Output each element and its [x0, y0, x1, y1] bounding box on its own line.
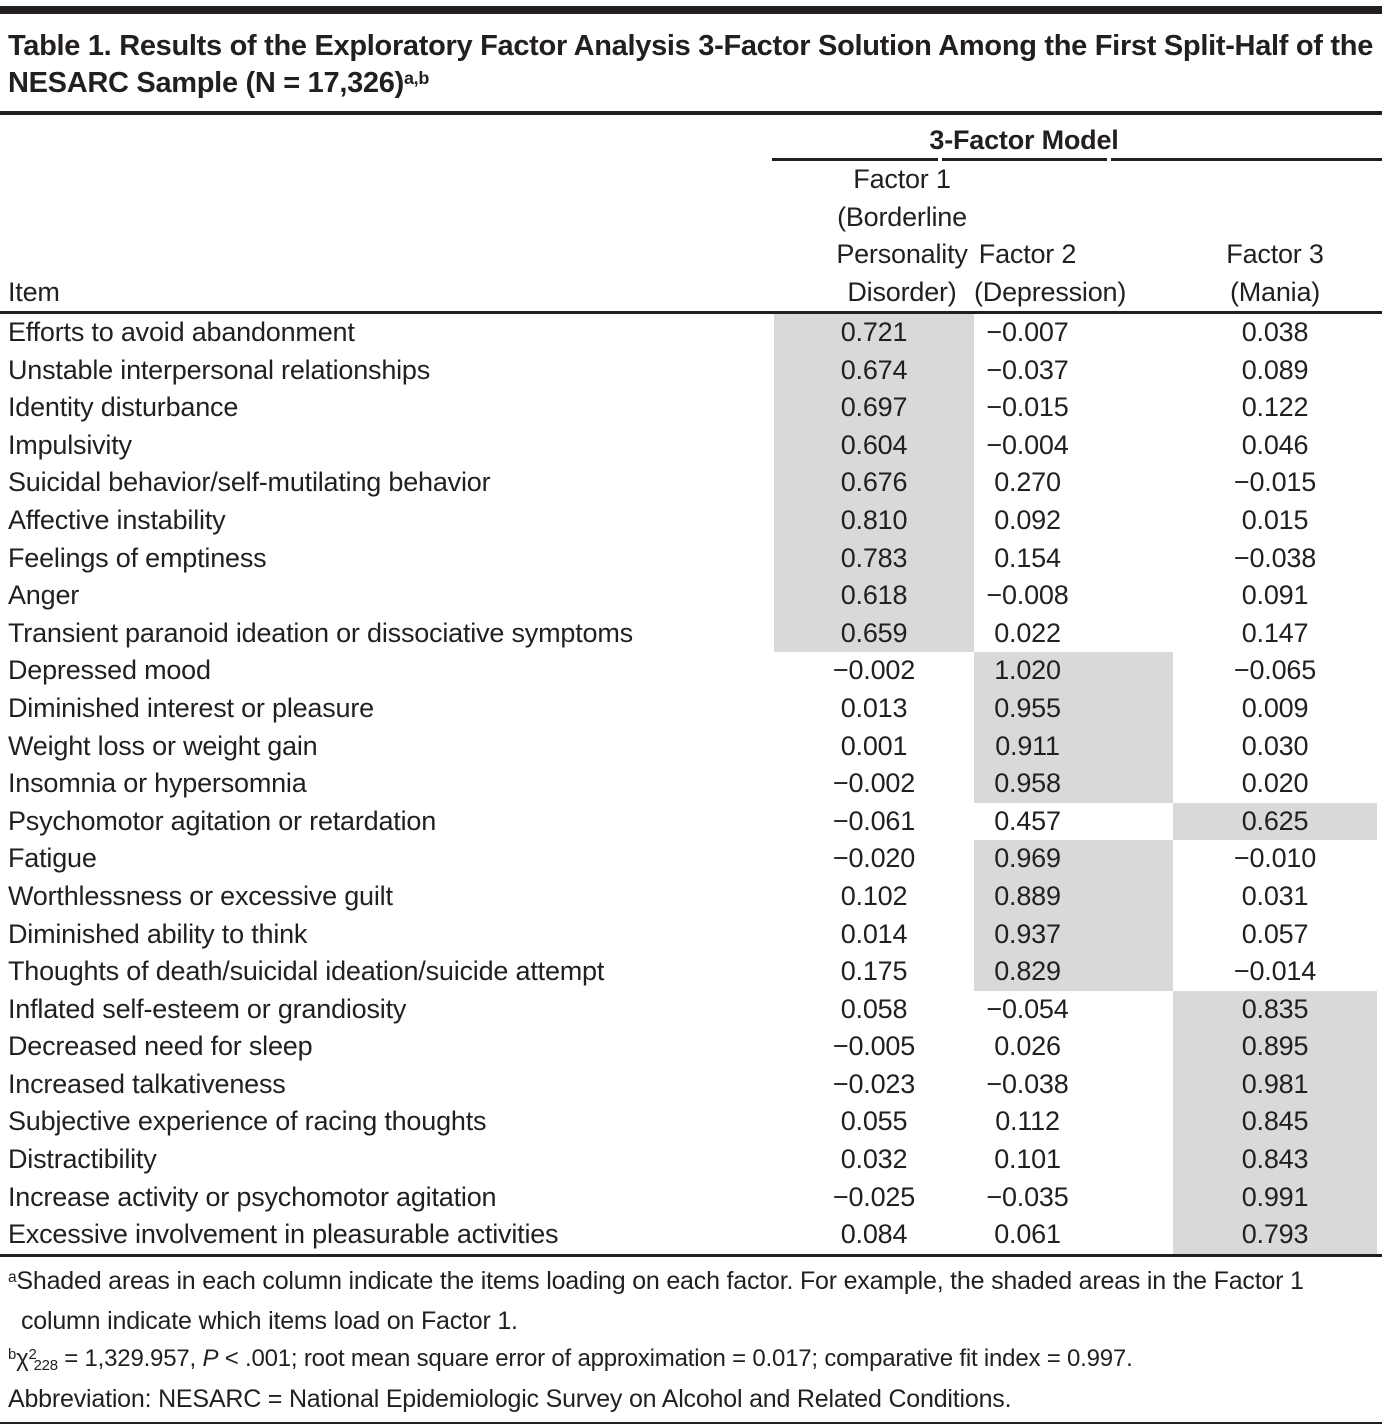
- factor-loading-f1: −0.023: [832, 1068, 916, 1099]
- factor-loading-f1: 0.084: [840, 1219, 908, 1250]
- factor2-column-header: [974, 236, 1173, 311]
- row-item-label: Affective instability: [8, 504, 226, 535]
- factor-loading-f3: −0.010: [1233, 843, 1317, 874]
- table-column-headers: [0, 161, 1382, 311]
- factor-loading-f3: 0.991: [1173, 1179, 1377, 1217]
- table-row: [0, 690, 1382, 728]
- factor3-header-line: Factor 3: [1226, 239, 1324, 269]
- factor-loading-f3: 0.031: [1241, 880, 1309, 911]
- factor-loading-f1: 0.604: [774, 427, 974, 465]
- table-row: [0, 464, 1382, 502]
- footnote-b: [0, 1340, 1382, 1381]
- table-row: [0, 652, 1382, 690]
- factor-loading-f1: 0.618: [774, 577, 974, 615]
- factor-loading-f2: −0.035: [986, 1181, 1069, 1212]
- factor-loading-f1: 0.014: [840, 918, 908, 949]
- row-item-label: Diminished interest or pleasure: [8, 692, 374, 723]
- footnote-a-text: Shaded areas in each column indicate the items loading on each factor. For example, the shaded areas in the Factor 1 column indicate which items load on Factor 1.: [16, 1266, 1304, 1335]
- table-row: [0, 1103, 1382, 1141]
- row-item-label: Increased talkativeness: [8, 1068, 286, 1099]
- factor-loading-f3: 0.843: [1173, 1141, 1377, 1179]
- row-item-label: Insomnia or hypersomnia: [8, 768, 307, 799]
- footnote-a: [0, 1263, 1382, 1340]
- factor-loading-f1: 0.001: [840, 730, 908, 761]
- factor-loading-f3: 0.895: [1173, 1028, 1377, 1066]
- row-item-label: Suicidal behavior/self-mutilating behavior: [8, 467, 491, 498]
- row-item-label: Anger: [8, 580, 80, 611]
- factor-loading-f1: −0.020: [832, 843, 916, 874]
- factor-loading-f1: −0.061: [832, 805, 916, 836]
- row-item-label: Diminished ability to think: [8, 918, 308, 949]
- table-row: [0, 540, 1382, 578]
- table-row: [0, 803, 1382, 841]
- row-item-label: Distractibility: [8, 1144, 157, 1175]
- chi-df-subscript: 228: [33, 1358, 58, 1374]
- factor-loading-f1: 0.674: [774, 352, 974, 390]
- table-row: [0, 615, 1382, 653]
- row-item-label: Excessive involvement in pleasurable activities: [8, 1219, 559, 1250]
- factor-loading-f3: 0.845: [1173, 1103, 1377, 1141]
- factor-loading-f1: 0.102: [840, 880, 908, 911]
- row-item-label: Weight loss or weight gain: [8, 730, 318, 761]
- factor1-header-line: Personality: [836, 239, 968, 269]
- factor-loading-f2: 0.112: [995, 1106, 1060, 1137]
- row-item-label: Worthlessness or excessive guilt: [8, 880, 393, 911]
- table-row: [0, 427, 1382, 465]
- factor-loading-f2: 0.270: [994, 467, 1061, 498]
- table-row: [0, 953, 1382, 991]
- table-title-text: Table 1. Results of the Exploratory Factor Analysis 3-Factor Solution Among the First Split-Half of the NESARC Sample (N = 17,326): [8, 30, 1374, 99]
- factor-loading-f2: 0.061: [994, 1219, 1061, 1250]
- factor-loading-f3: −0.038: [1233, 542, 1317, 573]
- factor-loading-f1: 0.659: [774, 615, 974, 653]
- factor-loading-f1: 0.055: [840, 1106, 908, 1137]
- table-row: [0, 878, 1382, 916]
- factor-loading-f2: 0.889: [974, 878, 1173, 916]
- fit-statistics-text: < .001; root mean square error of approximation = 0.017; comparative fit index = 0.997.: [218, 1344, 1133, 1372]
- row-item-label: Thoughts of death/suicidal ideation/suicide attempt: [8, 956, 605, 987]
- factor-loading-f3: 0.091: [1241, 580, 1309, 611]
- factor-loading-f3: 0.009: [1241, 692, 1309, 723]
- factor2-header-line: (Depression): [974, 276, 1127, 307]
- row-item-label: Identity disturbance: [8, 392, 239, 423]
- factor-loading-f2: −0.038: [986, 1068, 1069, 1099]
- factor-loading-f3: −0.065: [1233, 655, 1317, 686]
- factor2-header-line: Factor 2: [978, 239, 1077, 269]
- factor1-column-header: [774, 161, 974, 311]
- factor-loading-f2: 0.154: [994, 542, 1061, 573]
- factor-loading-f3: −0.015: [1233, 467, 1317, 498]
- row-item-label: Efforts to avoid abandonment: [8, 317, 355, 347]
- row-item-label: Impulsivity: [8, 429, 132, 460]
- factor-loading-f2: 0.022: [994, 617, 1061, 648]
- factor-loading-f3: 0.038: [1241, 317, 1309, 347]
- table-row: [0, 765, 1382, 803]
- factor-loading-f1: −0.002: [832, 768, 916, 799]
- factor1-header-line: Disorder): [847, 276, 957, 307]
- factor-loading-f1: 0.013: [840, 692, 908, 723]
- factor-loading-f3: 0.057: [1241, 918, 1309, 949]
- factor-loading-f1: −0.025: [832, 1181, 916, 1212]
- factor-loading-f1: −0.005: [832, 1031, 916, 1062]
- row-item-label: Depressed mood: [8, 655, 211, 686]
- abbreviation-note: Abbreviation: NESARC = National Epidemiologic Survey on Alcohol and Related Conditions.: [8, 1384, 1012, 1413]
- row-item-label: Feelings of emptiness: [8, 542, 267, 573]
- factor-loading-f3: 0.046: [1241, 429, 1309, 460]
- factor-loading-f2: 1.020: [974, 652, 1173, 690]
- footnote-a-marker: a: [8, 1268, 17, 1286]
- factor-loading-f2: 0.937: [974, 916, 1173, 954]
- factor-loading-f2: 0.911: [974, 728, 1173, 766]
- table-row: [0, 1028, 1382, 1066]
- factor-loading-f2: 0.969: [974, 840, 1173, 878]
- table-row: [0, 577, 1382, 615]
- factor-loading-f3: 0.835: [1173, 991, 1377, 1029]
- factor-loading-f1: −0.002: [832, 655, 916, 686]
- factor-loading-f3: 0.981: [1173, 1066, 1377, 1104]
- factor3-column-header: [1173, 236, 1377, 311]
- factor-loading-f2: −0.004: [986, 429, 1069, 460]
- item-column-header: Item: [8, 276, 60, 307]
- factor-loading-f1: 0.032: [840, 1144, 908, 1175]
- factor-loading-f3: 0.015: [1241, 504, 1309, 535]
- factor-loading-f2: 0.958: [974, 765, 1173, 803]
- factor-loading-f2: 0.829: [974, 953, 1173, 991]
- factor-loading-f2: 0.955: [974, 690, 1173, 728]
- factor1-header-line: Factor 1: [853, 164, 951, 194]
- row-item-label: Inflated self-esteem or grandiosity: [8, 993, 407, 1024]
- factor-loading-f2: −0.015: [986, 392, 1069, 423]
- row-item-label: Transient paranoid ideation or dissociative symptoms: [8, 617, 633, 648]
- factor-loading-f2: −0.054: [986, 993, 1069, 1024]
- factor3-header-line: (Mania): [1229, 276, 1321, 307]
- table-row: [0, 728, 1382, 766]
- factor1-header-line: (Borderline: [837, 201, 967, 232]
- factor-loading-f3: −0.014: [1233, 956, 1317, 987]
- table-row: [0, 840, 1382, 878]
- table-row: [0, 991, 1382, 1029]
- factor-loading-f2: 0.457: [994, 805, 1061, 836]
- top-rule: [0, 6, 1382, 14]
- table-row: [0, 1216, 1382, 1254]
- row-item-label: Decreased need for sleep: [8, 1031, 313, 1062]
- factor-loading-f3: 0.020: [1241, 768, 1309, 799]
- table-row: [0, 1141, 1382, 1179]
- table-row: [0, 352, 1382, 390]
- table-title: [0, 28, 1382, 105]
- group-header-3-factor-model: 3-Factor Model: [929, 125, 1119, 155]
- table-row: [0, 916, 1382, 954]
- factor-loading-f1: 0.676: [774, 464, 974, 502]
- group-rule-segment: [1111, 158, 1382, 161]
- row-item-label: Unstable interpersonal relationships: [8, 354, 431, 385]
- table-title-superscript: a,b: [403, 67, 429, 88]
- factor-loading-f2: −0.008: [986, 580, 1069, 611]
- factor-loading-f2: −0.037: [986, 354, 1069, 385]
- factor-loading-f2: 0.101: [994, 1144, 1061, 1175]
- factor-loading-f2: 0.026: [994, 1031, 1061, 1062]
- factor-loading-f1: 0.810: [774, 502, 974, 540]
- factor-loading-f3: 0.147: [1241, 617, 1309, 648]
- factor-loading-f1: 0.058: [840, 993, 908, 1024]
- factor-loading-f1: 0.697: [774, 389, 974, 427]
- factor-loading-f2: 0.092: [994, 504, 1061, 535]
- factor-loading-f3: 0.122: [1241, 392, 1309, 423]
- p-symbol: P: [202, 1344, 219, 1372]
- table-row: [0, 314, 1382, 352]
- footnote-b-marker: b: [8, 1347, 17, 1364]
- row-item-label: Increase activity or psychomotor agitation: [8, 1181, 497, 1212]
- row-item-label: Fatigue: [8, 843, 97, 874]
- chi-exponent: 2: [28, 1347, 37, 1364]
- factor-loading-f3: 0.089: [1241, 354, 1309, 385]
- footnotes: [0, 1257, 1382, 1418]
- factor-loading-f1: 0.783: [774, 540, 974, 578]
- row-item-label: Subjective experience of racing thoughts: [8, 1106, 487, 1137]
- chi-value-text: = 1,329.957,: [57, 1344, 203, 1372]
- table-row: [0, 502, 1382, 540]
- factor-loading-f2: −0.007: [986, 317, 1069, 347]
- table-row: [0, 1179, 1382, 1217]
- table-row: [0, 1066, 1382, 1104]
- factor-loading-f3: 0.793: [1173, 1216, 1377, 1254]
- factor-loading-f1: 0.721: [774, 314, 974, 352]
- table-body: [0, 314, 1382, 1254]
- table-row: [0, 389, 1382, 427]
- row-item-label: Psychomotor agitation or retardation: [8, 805, 437, 836]
- factor-loading-f3: 0.030: [1241, 730, 1309, 761]
- chi-symbol: χ: [16, 1344, 29, 1372]
- factor-loading-f3: 0.625: [1173, 803, 1377, 841]
- factor-loading-f1: 0.175: [840, 956, 908, 987]
